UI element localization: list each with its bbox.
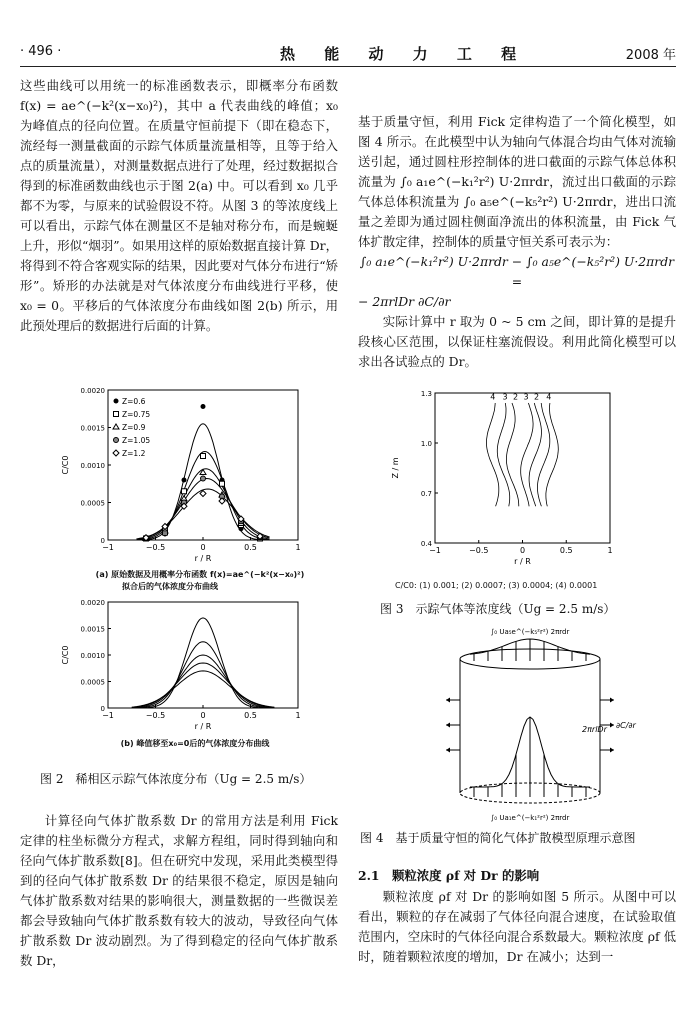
equation-line-1: ∫₀ a₁e^(−k₁²r²) U·2πrdr − ∫₀ a₅e^(−k₅²r²) U·2πrdr = — [359, 254, 675, 289]
fig4-side-arrowhead — [446, 748, 450, 753]
fig2b-xtick-label: −0.5 — [145, 711, 166, 720]
fig2a-legend-label: Z=1.05 — [122, 436, 151, 445]
fig2a-legend-marker — [113, 424, 119, 429]
equation-line-2: − 2πrlDr ∂C/∂r — [358, 294, 451, 309]
fig2a-point — [201, 476, 206, 481]
left-paragraph-2 — [20, 811, 338, 971]
fig2b-xtick-label: 0.5 — [244, 711, 257, 720]
fig4-side-arrowhead — [610, 748, 614, 753]
fig2a-xtick-label: 1 — [295, 543, 301, 552]
fig2b-curve — [132, 642, 274, 708]
fig3-line-label: 2 — [533, 392, 540, 402]
fig3-line-label: 3 — [502, 392, 508, 402]
fig3-isoline — [506, 403, 518, 506]
fig3-isoline — [546, 403, 558, 506]
fig3-xtick-label: 1 — [607, 546, 613, 555]
fig2b-ylabel: C/C0 — [61, 645, 70, 665]
page-number: · 496 · — [20, 44, 62, 59]
fig3-xtick-label: 0.5 — [559, 546, 573, 555]
fig2-caption: 图 2 稀相区示踪气体浓度分布（Ug = 2.5 m/s） — [40, 772, 312, 786]
section-paragraph — [358, 887, 676, 967]
fig2a-point — [201, 454, 206, 459]
fig3-xlabel: r / R — [514, 557, 531, 566]
fig3-xtick-label: 0 — [519, 546, 526, 555]
fig4-caption: 图 4 基于质量守恒的简化气体扩散模型原理示意图 — [360, 831, 636, 845]
fig3-isoline — [529, 403, 541, 506]
right-paragraph-2-text: 实际计算中 r 取为 0 ~ 5 cm 之间，即计算的是提升段核心区范围，以保证柱塞流假设。利用此简化模型可以求出各试验点的 Dr。 — [358, 314, 676, 369]
fig2a-subcaption-1: (a) 原始数据及用概率分布函数 f(x)=ae^(−k²(x−x₀)²) — [95, 570, 305, 579]
page-header — [20, 40, 676, 67]
fig4-side-label-2: ∂C/∂r — [616, 721, 636, 730]
fig3-legend-text: C/C0: (1) 0.001; (2) 0.0007; (3) 0.0004; (4) 0.0001 — [395, 581, 598, 590]
fig2b-ytick-label: 0.0015 — [80, 625, 105, 634]
fig3-line-label: 2 — [512, 392, 519, 402]
fig2a-point — [200, 491, 206, 497]
fig2a-point — [201, 404, 206, 409]
fig2b-curve — [132, 671, 274, 707]
fig2a-fit-curve — [137, 424, 270, 540]
fig3-ytick-label: 0.7 — [420, 490, 432, 498]
fig3-line-label: 3 — [523, 392, 529, 402]
left-paragraph-1-text: 这些曲线可以用统一的标准函数表示，即概率分布函数 f(x) = ae^(−k²(x−x₀)²)，其中 a 代表曲线的峰值；x₀ 为峰值点的径向位置。在质量守恒前提下（即在稳态下，流经每一测量截面的示踪气体质量流量相等，且等于给入点的质量流量），对测量数据点进行了处理，经过数据拟合得到的标准函数曲线也示于图 2(a) 中。可以看到 x₀ 几乎都不为零，与原来的试验假设不符。从图 3 的等浓度线上可以看出，示踪气体在测量区不是轴对称分布，而是蜿蜒上升，形似“烟羽”。如果用这样的原始数据直接计算 Dr，将得到不符合客观实际的结果，因此要对气体分布进行“矫形”。矫形的办法就是对气体浓度分布曲线进行平移，使 x₀ = 0。平移后的气体浓度分布曲线如图 2(b) 所示，用此预处理后的数据进行后面的计算。 — [20, 78, 338, 333]
journal-title: 热 能 动 力 工 程 — [280, 45, 529, 63]
fig3-line-label: 4 — [490, 392, 496, 402]
fig2a-xtick-label: 0.5 — [244, 543, 257, 552]
fig2b-ytick-label: 0.0010 — [80, 652, 105, 660]
fig3-ylabel: Z / m — [391, 457, 400, 479]
fig3-caption: 图 3 示踪气体等浓度线（Ug = 2.5 m/s） — [380, 602, 616, 616]
fig2a-ylabel: C/C0 — [61, 455, 70, 475]
fig2a-legend-label: Z=0.75 — [122, 410, 151, 419]
fig2a-xtick-label: 0 — [200, 543, 206, 552]
fig2b-subcaption: (b) 峰值移至x₀=0后的气体浓度分布曲线 — [120, 739, 270, 748]
fig2b-chart — [60, 596, 320, 736]
fig2a-ytick-label: 0.0010 — [80, 462, 105, 470]
fig3-chart — [390, 385, 620, 585]
fig4-bottom-label: ∫₀ Ua₁e^(−k₁²r²) 2πrdr — [490, 814, 570, 822]
fig2a-legend-label: Z=0.6 — [122, 397, 146, 406]
fig2a-xlabel: r / R — [194, 554, 212, 563]
fig2a-legend-marker — [114, 399, 119, 404]
fig2b-ytick-label: 0 — [100, 705, 105, 713]
fig2a-ytick-label: 0.0015 — [80, 424, 105, 433]
fig3-xtick-label: −1 — [429, 546, 441, 555]
fig4-side-arrowhead — [446, 698, 450, 703]
fig3-frame — [435, 393, 610, 543]
left-paragraph-1 — [20, 76, 338, 336]
fig3-line-label: 4 — [546, 392, 552, 402]
fig3-xtick-label: −0.5 — [469, 546, 489, 555]
fig2b-ytick-label: 0.0005 — [80, 678, 105, 687]
fig2a-legend-marker — [114, 412, 119, 417]
fig2b-xtick-label: −1 — [102, 711, 114, 720]
fig3-ytick-label: 1.3 — [420, 390, 432, 398]
fig2b-xtick-label: 1 — [295, 711, 301, 720]
fig2a-ytick-label: 0.0005 — [80, 499, 105, 508]
fig2a-legend-label: Z=0.9 — [122, 423, 146, 432]
fig2a-point — [220, 481, 225, 486]
fig2b-curve — [132, 663, 274, 707]
fig4-side-label-1: 2πrlDr — [582, 725, 607, 734]
section-paragraph-text: 颗粒浓度 ρf 对 Dr 的影响如图 5 所示。从图中可以看出，颗粒的存在减弱了气体径向混合速度，在试验取值范围内，空床时的气体径向混合系数最大。颗粒浓度 ρf 低时，随着颗粒浓度的增加，Dr 在减小；达到一 — [358, 889, 676, 964]
fig3-ytick-label: 1.0 — [420, 440, 432, 448]
left-paragraph-2-text: 计算径向气体扩散系数 Dr 的常用方法是利用 Fick 定律的柱坐标微分方程式，求解方程组，同时得到轴向和径向气体扩散系数[8]。但在研究中发现，采用此类模型得到的径向气体扩散系数 Dr 的结果很不稳定，原因是轴向气体扩散系数对结果的影响很大，测量数据的一些微误差都会导致轴向气体扩散系数有较大的波动，导致径向气体扩散系数 Dr 波动剧烈。为了得到稳定的径向气体扩散系数 Dr， — [20, 813, 338, 968]
fig3-isoline — [521, 403, 533, 506]
fig2a-xtick-label: −1 — [102, 543, 114, 552]
right-paragraph-1 — [358, 112, 676, 372]
fig3-isoline — [487, 403, 499, 506]
fig4-side-arrowhead — [446, 723, 450, 728]
fig2a-ytick-label: 0.0020 — [80, 387, 105, 395]
fig2b-xlabel: r / R — [194, 722, 212, 731]
right-paragraph-1-text: 基于质量守恒，利用 Fick 定律构造了一个简化模型，如图 4 所示。在此模型中认为轴向气体混合均由气体对流输送引起，通过圆柱形控制体的进口截面的示踪气体总体积流量为 ∫₀ a₁e^(−k₁²r²) U·2πrdr，流过出口截面的示踪气体总体积流量为 ∫₀ a₅e^(−k₅²r²) U·2πrdr，进出口流量之差即为通过圆柱侧面净流出的体积流量，由 Fick 气体扩散定律，控制体的质量守恒关系可表示为： — [358, 114, 676, 249]
fig2a-legend-marker — [113, 450, 119, 456]
fig2a-point — [182, 478, 187, 483]
fig2a-point — [182, 489, 187, 494]
fig4-side-arrowhead — [610, 723, 614, 728]
fig3-ytick-label: 0.4 — [420, 540, 432, 548]
fig4-side-arrowhead — [610, 698, 614, 703]
fig4-diagram — [380, 625, 680, 825]
fig2a-xtick-label: −0.5 — [145, 543, 166, 552]
journal-year: 2008 年 — [625, 48, 676, 63]
fig4-top-label: ∫₀ Ua₅e^(−k₅²r²) 2πrdr — [490, 628, 570, 636]
fig2a-ytick-label: 0 — [100, 537, 105, 545]
fig2a-chart — [60, 382, 320, 567]
fig2a-legend-marker — [114, 438, 119, 443]
fig2b-xtick-label: 0 — [200, 711, 206, 720]
fig2a-legend-label: Z=1.2 — [122, 449, 146, 458]
fig2a-subcaption-2: 拟合后的气体浓度分布曲线 — [122, 582, 218, 591]
section-heading: 2.1 颗粒浓度 ρf 对 Dr 的影响 — [358, 868, 540, 883]
fig2b-ytick-label: 0.0020 — [80, 599, 105, 607]
